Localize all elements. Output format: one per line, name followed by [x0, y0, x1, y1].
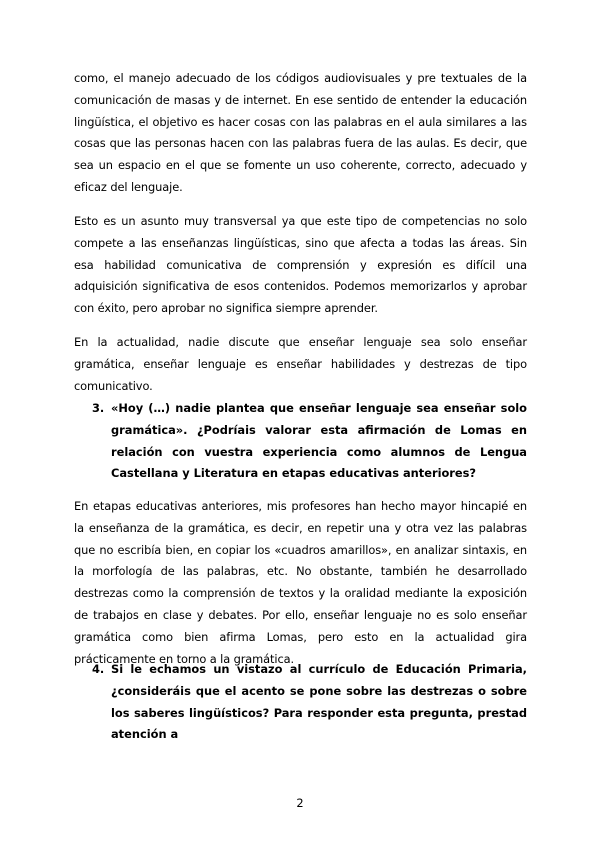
paragraph-linguistic-education: como, el manejo adecuado de los códigos audiovisuales y pre textuales de la comunicación de masas y de internet. En ese sentido de entender la educación lingüística, el objetivo es hacer cosas con las palabras en el aula similares a las cosas que las personas hacen con las palabras fuera de las aulas. Es decir, que sea un espacio en el que se fomente un uso coherente, correcto, adecuado y eficaz del lenguaje.	[74, 71, 527, 194]
question-4	[74, 659, 527, 746]
paragraph-answer-3: En etapas educativas anteriores, mis profesores han hecho mayor hincapié en la enseñanza de la gramática, es decir, en repetir una y otra vez las palabras que no escribía bien, en copiar los «cuadros amarillos», en analizar sintaxis, en la morfología de las palabras, etc. No obstante, también he desarrollado destrezas como la comprensión de textos y la oralidad mediante la exposición de trabajos en clase y debates. Por ello, enseñar lenguaje no es solo enseñar gramática como bien afirma Lomas, pero esto en la actualidad gira prácticamente en torno a la gramática.	[74, 499, 527, 666]
question-4-text: Si le echamos un vistazo al currículo de Educación Primaria, ¿consideráis que el acento se pone sobre las destrezas o sobre los saberes lingüísticos? Para responder esta pregunta, prestad atención a	[111, 662, 527, 742]
paragraph-current-teaching: En la actualidad, nadie discute que enseñar lenguaje sea solo enseñar gramática, enseñar lenguaje es enseñar habilidades y destrezas de tipo comunicativo.	[74, 335, 527, 393]
paragraph-transversal-competences: Esto es un asunto muy transversal ya que este tipo de competencias no solo compete a las enseñanzas lingüísticas, sino que afecta a todas las áreas. Sin esa habilidad comunicativa de comprensión y expresión es difícil una adquisición significativa de esos contenidos. Podemos memorizarlos y aprobar con éxito, pero aprobar no significa siempre aprender.	[74, 214, 527, 316]
question-3-text: «Hoy (…) nadie plantea que enseñar lenguaje sea enseñar solo gramática». ¿Podríais valorar esta afirmación de Lomas en relación con vuestra experiencia como alumnos de Lengua Castellana y Literatura en etapas educativas anteriores?	[111, 401, 527, 481]
question-3	[74, 398, 527, 485]
question-3-number: 3.	[92, 401, 105, 415]
page-number: 2	[296, 796, 304, 810]
question-4-number: 4.	[92, 662, 105, 676]
